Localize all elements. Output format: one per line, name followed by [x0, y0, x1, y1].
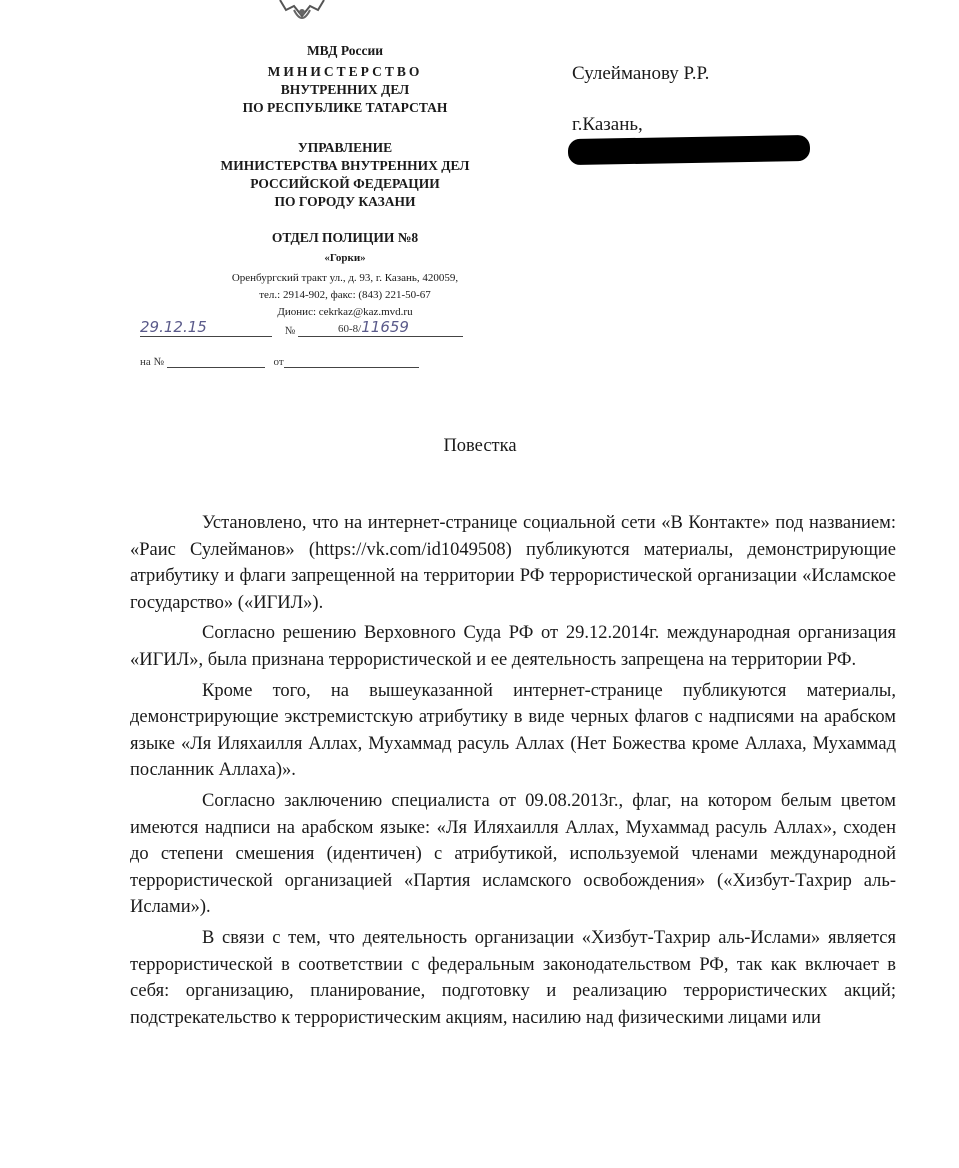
registration-number: 11659 — [361, 318, 409, 336]
letterhead-department-name: «Горки» — [324, 252, 366, 264]
letterhead-internal-affairs: ВНУТРЕННИХ ДЕЛ — [280, 82, 410, 97]
reference-line — [140, 356, 419, 368]
paragraph-2: Согласно решению Верховного Суда РФ от 29.12.2014г. международная организация «ИГИЛ», была признана террористической и ее деятельность запрещена на территории РФ. — [130, 623, 896, 670]
addressee-name: Сулейманову Р.Р. — [572, 63, 710, 84]
paragraph-1: Установлено, что на интернет-странице социальной сети «В Контакте» под названием: «Раис Сулейманов» (https://vk.com/id1049508) публикуются материалы, демонстрирующие атрибутику и флаги запрещенной на территории РФ террористической организации «Исламское государство» («ИГИЛ»). — [130, 513, 896, 613]
paragraph-3: Кроме того, на вышеуказанной интернет-странице публикуются материалы, демонстрирующие экстремистскую атрибутику в виде черных флагов с надписями на арабском языке «Ля Иляхаилля Аллах, Мухаммад расуль Аллах (Нет Божества кроме Аллаха, Мухаммад посланник Аллаха)». — [130, 680, 896, 781]
registration-number-field — [298, 318, 463, 337]
coat-of-arms-emblem-icon — [272, 0, 332, 26]
letterhead-ministry: МИНИСТЕРСТВО — [267, 64, 423, 79]
letterhead-email: Дионис: cekrkaz@kaz.mvd.ru — [277, 306, 413, 318]
document-title: Повестка — [443, 436, 517, 456]
reference-from-label: от — [273, 356, 284, 368]
registration-number-label: № — [284, 325, 296, 337]
reference-number-field — [167, 367, 265, 368]
letterhead-republic: ПО РЕСПУБЛИКЕ ТАТАРСТАН — [242, 100, 448, 115]
paragraph-4: Согласно заключению специалиста от 09.08.2013г., флаг, на котором белым цветом имеются надписи на арабском языке: «Ля Иляхаилля Аллах, Мухаммад расуль Аллах», сходен до степени смешения (идентичен) с атрибутикой, используемой членами международной террористической организацией «Партия исламского освобождения» («Хизбут-Тахрир аль-Ислами»). — [130, 790, 896, 918]
letterhead-directorate: УПРАВЛЕНИЕ — [297, 140, 393, 155]
letterhead-phone: тел.: 2914-902, факс: (843) 221-50-67 — [259, 289, 431, 301]
letterhead-city: ПО ГОРОДУ КАЗАНИ — [274, 194, 416, 209]
registration-date: 29.12.15 — [140, 318, 207, 336]
registration-date-field — [140, 318, 272, 337]
letterhead-ministry-full: МИНИСТЕРСТВА ВНУТРЕННИХ ДЕЛ — [220, 158, 470, 173]
registration-number-prefix: 60-8/ — [338, 323, 362, 335]
registration-line — [140, 318, 463, 337]
addressee-city: г.Казань, — [572, 114, 643, 135]
paragraph-5: В связи с тем, что деятельность организации «Хизбут-Тахрир аль-Ислами» является террористической в соответствии с федеральным законодательством РФ, так как включает в себя: организацию, планирование, подготовку и реализацию террористических акций; подстрекательство к террористическим акциям, насилию над физическими лицами или — [130, 927, 896, 1028]
letterhead-federation: РОССИЙСКОЙ ФЕДЕРАЦИИ — [250, 176, 440, 191]
letterhead-department: ОТДЕЛ ПОЛИЦИИ №8 — [271, 230, 419, 245]
redacted-address-block — [568, 135, 810, 165]
document-body — [130, 510, 896, 1035]
letterhead-mvd: МВД России — [306, 43, 384, 58]
reference-date-field — [284, 367, 419, 368]
reference-label: на № — [140, 356, 165, 368]
letterhead-address: Оренбургский тракт ул., д. 93, г. Казань, 420059, — [231, 272, 459, 284]
